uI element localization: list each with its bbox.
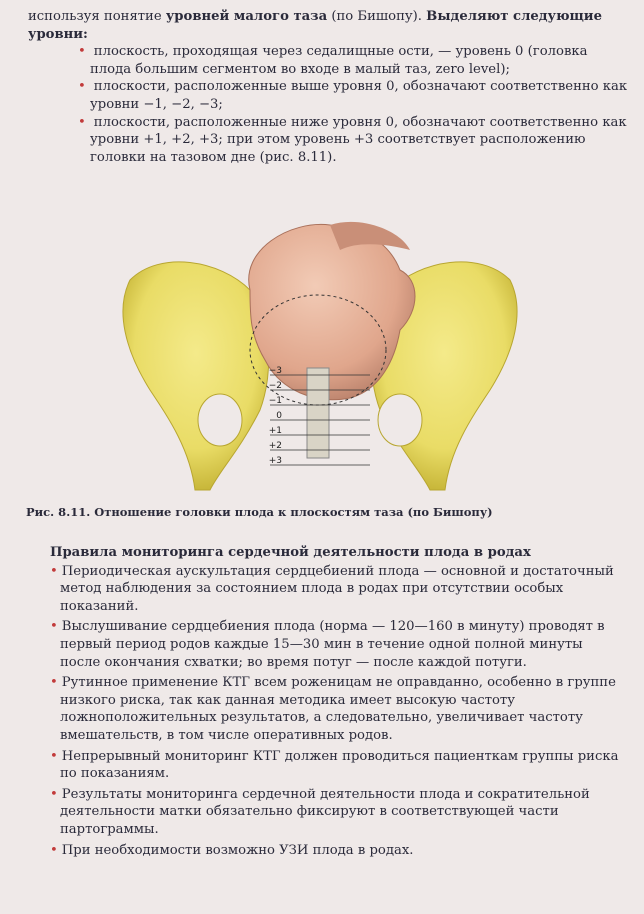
section-heading: Правила мониторинга сердечной деятельности плода в родах — [50, 545, 531, 560]
intro-bold-lead: Выделяют следующие уровни: — [28, 9, 602, 42]
list-item: • плоскости, расположенные ниже уровня 0, обозначают соответственно как уровни +1, +2, +3; при этом уровень +3 соответствует расположению головки на тазовом дне (рис. 8.11). — [28, 114, 628, 167]
list-item: • плоскости, расположенные выше уровня 0, обозначают соответственно как уровни −1, −2, −3; — [28, 78, 628, 113]
station-label: 0 — [276, 411, 282, 421]
bottom-section — [50, 544, 620, 862]
station-label: +3 — [268, 456, 282, 466]
rules-list — [50, 563, 620, 860]
list-item: • При необходимости возможно УЗИ плода в родах. — [50, 842, 620, 860]
station-label: −2 — [268, 381, 282, 391]
list-item: • Результаты мониторинга сердечной деятельности плода и сократительной деятельности матки обязательно фиксируют в соответствующей части партограммы. — [50, 786, 620, 839]
station-label: +2 — [268, 441, 282, 451]
list-item: • Рутинное применение КТГ всем роженицам не оправданно, особенно в группе низкого риска, так как данная методика имеет высокую частоту ложноположительных результатов, а следовательно, увеличивает частоту вмешательств, в том числе оперативных родов. — [50, 674, 620, 744]
intro-text-after: (по Бишопу). — [327, 9, 427, 24]
figure-caption: Рис. 8.11. Отношение головки плода к плоскостям таза (по Бишопу) — [26, 505, 493, 519]
list-item: • Непрерывный мониторинг КТГ должен проводиться пациенткам группы риска по показаниям. — [50, 748, 620, 783]
list-item: • плоскость, проходящая через седалищные ости, — уровень 0 (головка плода большим сегментом во входе в малый таз, zero level); — [28, 43, 628, 78]
station-label: −3 — [268, 366, 282, 376]
top-section — [28, 8, 628, 166]
intro-text: используя понятие — [28, 9, 166, 24]
intro-bold-term: уровней малого таза — [165, 9, 328, 24]
levels-list — [28, 43, 628, 166]
right-foramen — [378, 394, 422, 446]
list-item: • Выслушивание сердцебиения плода (норма — 120—160 в минуту) проводят в первый период родов каждые 15—30 мин в течение одной полной минуты после окончания схватки; во время потуг — после каждой потуги. — [50, 618, 620, 671]
pelvis-figure — [100, 220, 540, 510]
list-item: • Периодическая аускультация сердцебиений плода — основной и достаточный метод наблюдения за состоянием плода в родах при отсутствии особых показаний. — [50, 563, 620, 616]
pelvis-left-wing — [123, 262, 269, 490]
intro-paragraph — [28, 8, 628, 43]
station-label: +1 — [268, 426, 282, 436]
sacrum — [307, 368, 329, 458]
station-label: −1 — [268, 396, 282, 406]
left-foramen — [198, 394, 242, 446]
